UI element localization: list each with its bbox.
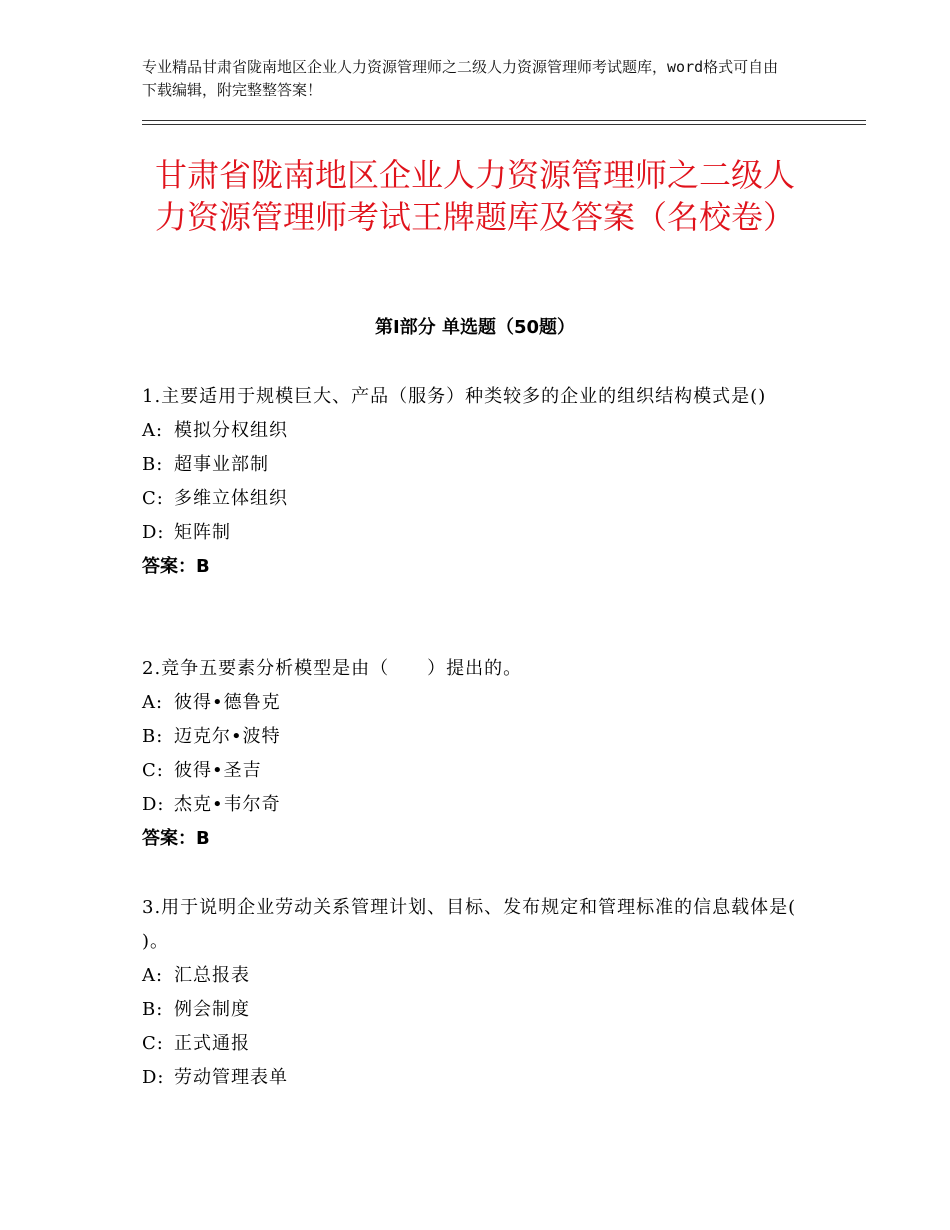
question-stem: 1.主要适用于规模巨大、产品（服务）种类较多的企业的组织结构模式是() <box>142 386 767 407</box>
option-b <box>142 993 808 1027</box>
question-stem: 2.竞争五要素分析模型是由（ ）提出的。 <box>142 658 523 679</box>
option-text: 多维立体组织 <box>174 488 288 509</box>
option-letter: A: <box>142 420 164 441</box>
option-c <box>142 1027 808 1061</box>
option-letter: D: <box>142 794 165 815</box>
option-c <box>142 754 808 788</box>
option-text: 超事业部制 <box>174 454 269 475</box>
option-letter: C: <box>142 488 164 509</box>
option-text: 彼得•德鲁克 <box>174 692 281 713</box>
option-text: 彼得•圣吉 <box>174 760 262 781</box>
option-text: 正式通报 <box>174 1033 250 1054</box>
option-d <box>142 788 808 822</box>
option-d <box>142 1061 808 1095</box>
option-text: 例会制度 <box>174 999 250 1020</box>
option-letter: A: <box>142 692 164 713</box>
option-letter: A: <box>142 965 164 986</box>
option-a <box>142 686 808 720</box>
document-title: 甘肃省陇南地区企业人力资源管理师之二级人力资源管理师考试王牌题库及答案（名校卷） <box>154 156 795 236</box>
header-note: 专业精品甘肃省陇南地区企业人力资源管理师之二级人力资源管理师考试题库，word格式可自由下载编辑，附完整整答案！ <box>142 58 779 99</box>
option-letter: C: <box>142 1033 164 1054</box>
question-1 <box>142 380 808 584</box>
option-d <box>142 516 808 550</box>
option-letter: B: <box>142 454 164 475</box>
question-2 <box>142 652 808 856</box>
option-c <box>142 482 808 516</box>
answer-label: 答案：B <box>142 828 210 849</box>
section-heading: 第Ⅰ部分 单选题（50题） <box>374 317 575 338</box>
question-3 <box>142 891 808 1095</box>
answer-label: 答案：B <box>142 556 210 577</box>
option-letter: B: <box>142 726 164 747</box>
option-letter: B: <box>142 999 164 1020</box>
header-divider <box>142 120 866 125</box>
option-a <box>142 414 808 448</box>
option-letter: C: <box>142 760 164 781</box>
option-text: 矩阵制 <box>174 522 231 543</box>
option-b <box>142 720 808 754</box>
question-stem: 3.用于说明企业劳动关系管理计划、目标、发布规定和管理标准的信息载体是( )。 <box>142 897 797 952</box>
option-text: 汇总报表 <box>174 965 250 986</box>
option-text: 杰克•韦尔奇 <box>174 794 281 815</box>
option-b <box>142 448 808 482</box>
option-text: 模拟分权组织 <box>174 420 288 441</box>
option-letter: D: <box>142 1067 165 1088</box>
option-letter: D: <box>142 522 165 543</box>
option-text: 劳动管理表单 <box>174 1067 288 1088</box>
option-a <box>142 959 808 993</box>
option-text: 迈克尔•波特 <box>174 726 281 747</box>
